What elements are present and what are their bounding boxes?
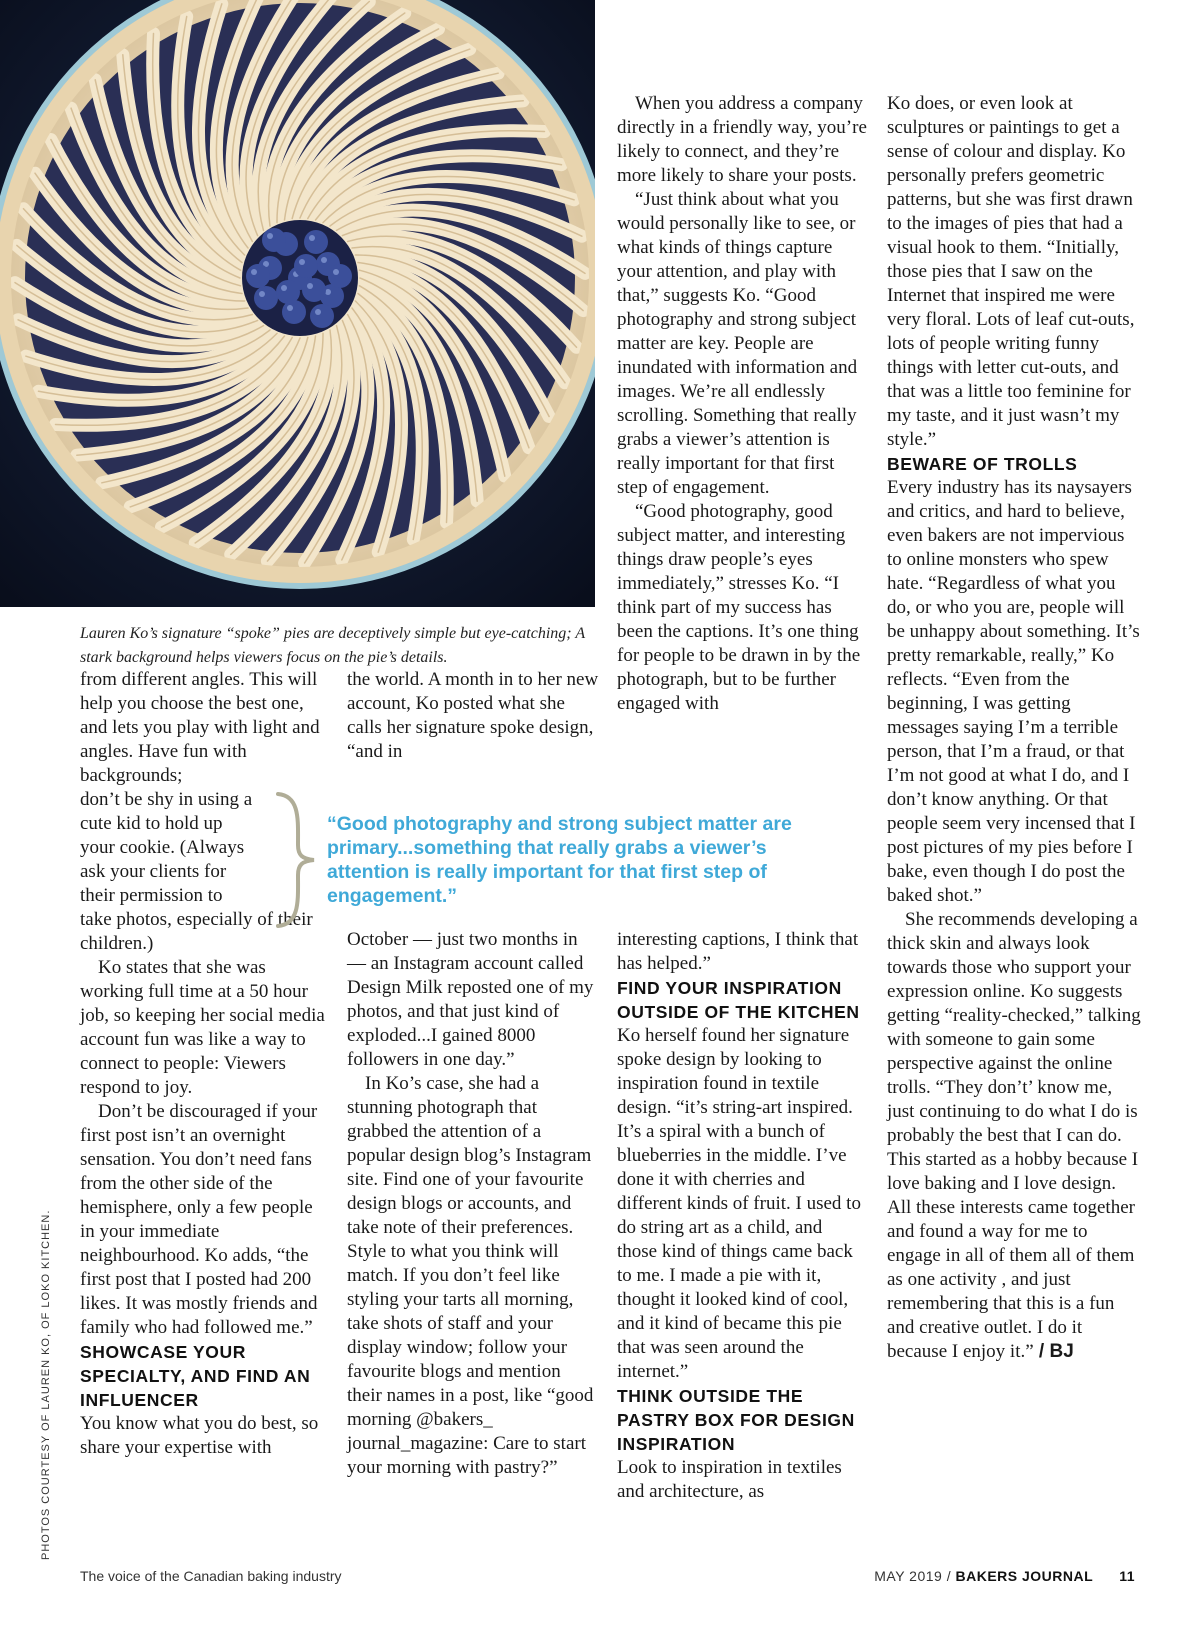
col4-last-text: She recommends developing a thick skin and always look towards those who support your expression online. Ko suggests getting “reality-checked,” talking with someone to gain some perspective against the online trolls. “They don’t’ know me, just continuing to do what I do is probably the best that I can do. This started as a hobby because I love baking and I love design. All these interests came together and found a way for me to engage in all of them all of them as one activity , and just remembering that this is a fun and creative outlet. I do it because I enjoy it.” [887,909,1141,1362]
photo-credit-text: PHOTOS COURTESY OF LAUREN KO, OF LOKO KITCHEN. [40,1209,52,1560]
col1-paragraph: don’t be shy in using a cute kid to hold up your cookie. (Always ask your clients for their permission to [80,789,253,906]
col1-paragraph: Don’t be discouraged if your first post isn’t an overnight sensation. You don’t need fans from the other side of the hemisphere, only a few people in your immediate neighbourhood. Ko adds, “the first post that I posted had 200 likes. It was mostly friends and family who had followed me.” [80,1101,318,1338]
col3-paragraph: interesting captions, I think that has helped.” [617,929,859,974]
column-3-bottom [617,928,867,1504]
col3-paragraph: “Just think about what you would personally like to see, or what kinds of things capture your attention, and play with that,” suggests Ko. “Good photography and strong subject matter are key. People are inundated with information and images. We’re all endlessly scrolling. Something that really grabs a viewer’s attention is really important for that first step of engagement. [617,189,858,498]
col4-paragraph [887,908,1143,1364]
col1-paragraph: take photos, especially of their children.) [80,909,313,954]
footer-issue-date: MAY 2019 / [874,1568,956,1584]
footer-issue [820,1568,1135,1584]
col2-paragraph: the world. A month in to her new account, Ko posted what she calls her signature spoke design, “and in [347,669,599,762]
page-number: 11 [1119,1568,1135,1584]
column-1 [80,668,332,1460]
col4-paragraph: Ko does, or even look at sculptures or paintings to get a sense of colour and display. Ko personally prefers geometric patterns, but she was first drawn to the images of pies that had a visual hook to them. “Initially, those pies that I saw on the Internet that inspired me were very floral. Lots of leaf cut-outs, lots of people writing funny things with letter cut-outs, and that was a little too feminine for my taste, and it just wasn’t my style.” [887,93,1135,450]
photo-caption: Lauren Ko’s signature “spoke” pies are deceptively simple but eye-catching; A stark background helps viewers focus on the pie’s details. [80,625,585,666]
col3-paragraph: Ko herself found her signature spoke design by looking to inspiration found in textile design. “it’s string-art inspired. It’s a spiral with a bunch of blueberries in the middle. I’ve done it with cherries and different kinds of fruit. I used to do string art as a child, and those kind of things came back to me. I made a pie with it, thought it looked kind of cool, and it kind of became this pie that was seen around the internet.” [617,1025,861,1382]
footer-magazine: BAKERS JOURNAL [955,1568,1094,1584]
spoke-pie-image [0,0,595,607]
column-2-top [347,668,599,764]
pie-photo [0,0,595,607]
footer-tagline: The voice of the Canadian baking industry [80,1568,342,1584]
section-heading: THINK OUTSIDE THE PASTRY BOX FOR DESIGN INSPIRATION [617,1386,855,1454]
section-heading: SHOWCASE YOUR SPECIALTY, AND FIND AN INFLUENCER [80,1342,311,1410]
col4-paragraph: Every industry has its naysayers and critics, and hard to believe, even bakers are not impervious to online monsters who spew hate. “Regardless of what you do, or who you are, people will be unhappy about something. It’s pretty remarkable, really,” Ko reflects. “Even from the beginning, I was getting messages saying I’m a terrible person, that I’m a fraud, or that I’m not good at what I do, and I don’t know anything. Or that people seem very incensed that I post pictures of my pies before I bake, even though I do post the baked shot.” [887,477,1140,906]
photo-credit [40,1210,64,1560]
col1-paragraph: Ko states that she was working full time at a 50 hour job, so keeping her social media account fun was like a way to connect to people: Viewers respond to joy. [80,957,325,1098]
pull-quote: “Good photography and strong subject matter are primary...something that really grabs a viewer’s attention is really important for that first step of engagement.” [327,813,792,907]
col1-paragraph: from different angles. This will help you choose the best one, and lets you play with light and angles. Have fun with backgrounds; [80,669,320,786]
column-4 [887,92,1143,1364]
col2-paragraph: In Ko’s case, she had a stunning photograph that grabbed the attention of a popular design blog’s Instagram site. Find one of your favourite design blogs or accounts, and take note of their preferences. Style to what you think will match. If you don’t feel like styling your tarts all morning, take shots of staff and your display window; follow your favourite blogs and mention their names in a post, like “good morning @bakers_ journal_magazine: Care to start your morning with pastry?” [347,1073,594,1478]
signoff: / BJ [1033,1341,1074,1362]
section-heading: BEWARE OF TROLLS [887,454,1078,474]
col2-paragraph: October — just two months in — an Instagram account called Design Milk reposted one of my photos, and that just kind of exploded...I gained 8000 followers in one day.” [347,929,594,1070]
brace-icon [270,790,320,930]
column-2-bottom [347,928,599,1480]
column-3-top [617,92,867,716]
col3-paragraph: When you address a company directly in a friendly way, you’re likely to connect, and they’re more likely to share your posts. [617,93,867,186]
col1-paragraph: You know what you do best, so share your expertise with [80,1413,319,1458]
col3-paragraph: Look to inspiration in textiles and architecture, as [617,1457,842,1502]
col3-paragraph: “Good photography, good subject matter, and interesting things draw people’s eyes immediately,” stresses Ko. “I think part of my success has been the captions. It’s one thing for people to be drawn in by the photograph, but to be further engaged with [617,501,861,714]
section-heading: FIND YOUR INSPIRATION OUTSIDE OF THE KITCHEN [617,978,860,1022]
